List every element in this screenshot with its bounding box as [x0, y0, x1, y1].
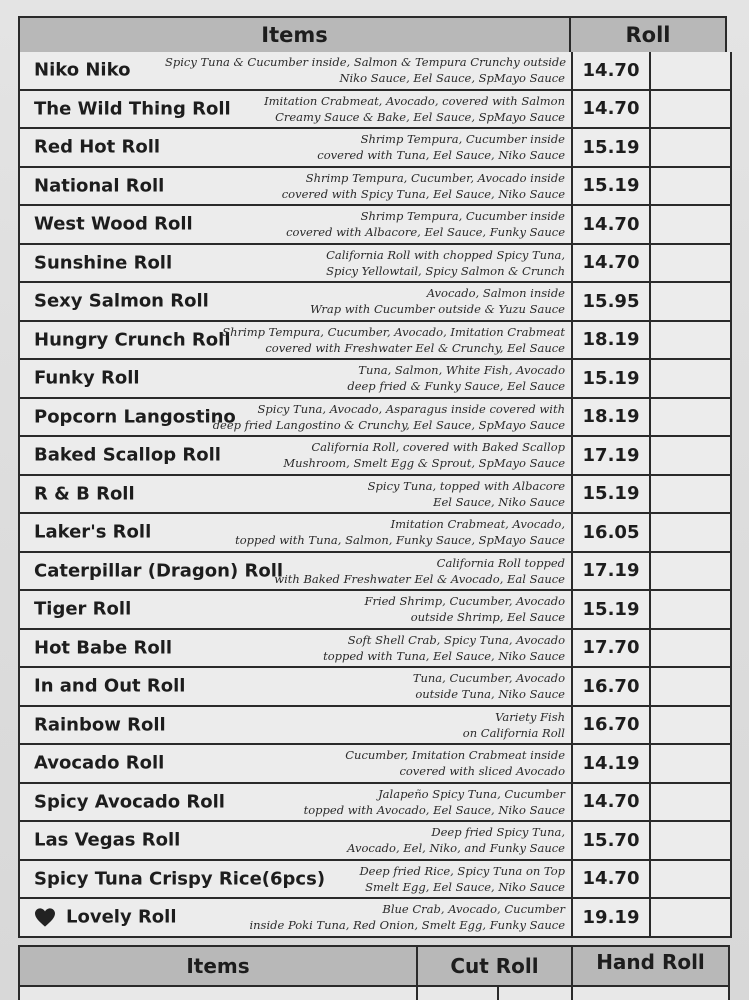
description-line-1: Imitation Crabmeat, Avocado, covered with Salmon [264, 93, 565, 108]
description-line-1: Imitation Crabmeat, Avocado, [390, 517, 565, 531]
description-line-1: Shrimp Tempura, Cucumber, Avocado, Imitation Crabmeat [222, 324, 565, 339]
item-name [34, 714, 166, 735]
roll-price: 14.70 [573, 245, 651, 282]
empty-cell [651, 399, 732, 436]
roll-price: 17.19 [573, 437, 651, 474]
description-line-1: Spicy Tuna & Cucumber inside, Salmon & Tempura Crunchy outside [165, 55, 567, 69]
empty-cell [651, 822, 732, 859]
item-cell [20, 630, 573, 667]
roll-price: 16.70 [573, 707, 651, 744]
description-line-1: California Roll, covered with Baked Scallop [311, 440, 565, 454]
item-description [165, 786, 565, 818]
description-line-1: Avocado, Salmon inside [426, 286, 565, 300]
item-description [165, 439, 565, 471]
item-name-text: Rainbow Roll [34, 714, 166, 736]
item-name-text: Sunshine Roll [34, 252, 173, 274]
hand-roll-header: Hand Roll [596, 950, 705, 974]
item-cell [20, 129, 573, 166]
item-name-text: Funky Roll [34, 367, 140, 389]
item-description [165, 401, 565, 433]
item-description [165, 478, 565, 510]
item-name-text: Avocado Roll [34, 752, 165, 774]
roll-price: 15.70 [573, 822, 651, 859]
description-line-1: Blue Crab, Avocado, Cucumber [382, 902, 565, 916]
item-cell [20, 899, 573, 936]
description-line-2: Niko Sauce, Eel Sauce, SpMayo Sauce [339, 71, 565, 85]
empty-cell [651, 322, 732, 359]
item-name [34, 830, 180, 851]
item-name [34, 137, 160, 158]
item-description [165, 747, 565, 779]
description-line-2: topped with Avocado, Eel Sauce, Niko Sauce [303, 802, 565, 817]
menu-row [20, 899, 732, 938]
description-line-2: Smelt Egg, Eel Sauce, Niko Sauce [365, 879, 565, 894]
item-name [34, 252, 172, 273]
item-name [34, 522, 151, 543]
item-cell [20, 822, 573, 859]
menu-row [20, 630, 732, 669]
description-line-1: Cucumber, Imitation Crabmeat inside [345, 748, 565, 762]
item-description [165, 93, 565, 125]
roll-price: 17.70 [573, 630, 651, 667]
roll-price: 19.19 [573, 899, 651, 936]
item-cell [20, 322, 573, 359]
item-cell [20, 437, 573, 474]
item-description [165, 632, 565, 664]
description-line-1: Spicy Tuna, Avocado, Asparagus inside covered with [257, 401, 565, 416]
description-line-2: covered with Freshwater Eel & Crunchy, Eel Sauce [265, 340, 565, 355]
menu-row [20, 707, 732, 746]
description-line-2: covered with Tuna, Eel Sauce, Niko Sauce [317, 148, 565, 162]
description-line-2: Avocado, Eel, Niko, and Funky Sauce [347, 841, 565, 855]
empty-cell [651, 707, 732, 744]
item-description [165, 324, 565, 356]
item-name [34, 753, 164, 774]
description-line-1: California Roll with chopped Spicy Tuna, [326, 247, 565, 262]
item-cell [20, 360, 573, 397]
empty-cell [651, 168, 732, 205]
item-cell [20, 514, 573, 551]
menu-row [20, 822, 732, 861]
item-name-text: West Wood Roll [34, 213, 193, 235]
item-cell [20, 476, 573, 513]
item-name-text: Lovely Roll [66, 906, 177, 928]
items-column-header: Items [18, 16, 571, 54]
roll-price: 15.19 [573, 168, 651, 205]
description-line-1: Shrimp Tempura, Cucumber, Avocado inside [305, 170, 565, 185]
item-name [34, 368, 140, 389]
description-line-2: on California Roll [462, 725, 565, 740]
menu-row [20, 784, 732, 823]
empty-cell [651, 745, 732, 782]
menu-row [20, 245, 732, 284]
item-name-text: Caterpillar (Dragon) Roll [34, 560, 284, 582]
roll-price: 14.19 [573, 745, 651, 782]
menu-row [20, 360, 732, 399]
description-line-1: Shrimp Tempura, Cucumber inside [360, 209, 565, 223]
item-name-text: Baked Scallop Roll [34, 444, 221, 466]
item-name-text: Sexy Salmon Roll [34, 290, 209, 312]
item-description [165, 285, 565, 317]
item-cell [20, 283, 573, 320]
description-line-1: Spicy Tuna, topped with Albacore [367, 478, 565, 493]
empty-cell [651, 899, 732, 936]
description-line-2: outside Tuna, Niko Sauce [415, 687, 565, 701]
menu-row [20, 129, 732, 168]
item-description [165, 208, 565, 240]
description-line-2: inside Poki Tuna, Red Onion, Smelt Egg, Funky Sauce [249, 918, 565, 932]
description-line-2: deep fried Langostino & Crunchy, Eel Sauce, SpMayo Sauce [212, 417, 565, 432]
item-name-text: The Wild Thing Roll [34, 98, 231, 120]
roll-price: 14.70 [573, 91, 651, 128]
item-description [165, 170, 565, 202]
description-line-2: with Baked Freshwater Eel & Avocado, Eal Sauce [274, 571, 565, 586]
item-description [165, 555, 565, 587]
item-description [165, 247, 565, 279]
item-cell [20, 245, 573, 282]
menu-row [20, 206, 732, 245]
menu-row [20, 91, 732, 130]
empty-cell [651, 91, 732, 128]
item-description [165, 593, 565, 625]
item-name [34, 175, 164, 196]
roll-price: 14.70 [573, 784, 651, 821]
menu-row [20, 514, 732, 553]
item-name-text: Red Hot Roll [34, 136, 161, 158]
item-name-text: Niko Niko [34, 59, 131, 81]
description-line-2: topped with Tuna, Eel Sauce, Niko Sauce [323, 648, 565, 663]
description-line-2: Wrap with Cucumber outside & Yuzu Sauce [310, 302, 565, 316]
empty-cell [651, 52, 732, 89]
menu-row [20, 52, 732, 91]
empty-cell [651, 514, 732, 551]
item-name-text: Tiger Roll [34, 598, 132, 620]
description-line-2: deep fried & Funky Sauce, Eel Sauce [347, 379, 565, 393]
description-line-1: Tuna, Cucumber, Avocado [412, 671, 565, 685]
empty-cell [651, 283, 732, 320]
description-line-2: Creamy Sauce & Bake, Eel Sauce, SpMayo Sauce [275, 109, 565, 124]
roll-price: 14.70 [573, 206, 651, 243]
item-cell [20, 591, 573, 628]
item-description [165, 863, 565, 895]
item-name-text: Hungry Crunch Roll [34, 329, 231, 351]
empty-cell [651, 129, 732, 166]
menu-row [20, 668, 732, 707]
roll-price: 14.70 [573, 861, 651, 898]
roll-price: 15.19 [573, 360, 651, 397]
item-description [165, 54, 565, 86]
description-line-1: Jalapeño Spicy Tuna, Cucumber [378, 786, 565, 801]
menu-row [20, 399, 732, 438]
item-description [165, 709, 565, 741]
item-name-text: Spicy Avocado Roll [34, 791, 225, 813]
menu-row [20, 322, 732, 361]
empty-cell [651, 861, 732, 898]
empty-cell [651, 784, 732, 821]
item-cell [20, 861, 573, 898]
item-cell [20, 399, 573, 436]
description-line-1: Soft Shell Crab, Spicy Tuna, Avocado [347, 632, 565, 647]
item-name-text: Popcorn Langostino [34, 406, 236, 428]
menu-row [20, 437, 732, 476]
menu-row [20, 861, 732, 900]
empty-cell [651, 668, 732, 705]
next-section-strip [18, 987, 730, 1000]
item-cell [20, 206, 573, 243]
item-description [165, 516, 565, 548]
empty-cell [651, 360, 732, 397]
item-name [34, 637, 172, 658]
item-cell [20, 745, 573, 782]
description-line-2: topped with Tuna, Salmon, Funky Sauce, SpMayo Sauce [235, 533, 565, 547]
heart-icon [34, 908, 56, 928]
empty-cell [651, 206, 732, 243]
item-cell [20, 168, 573, 205]
item-cell [20, 553, 573, 590]
description-line-2: covered with Albacore, Eel Sauce, Funky Sauce [286, 225, 565, 239]
item-name-text: Laker's Roll [34, 521, 152, 543]
item-name-text: Las Vegas Roll [34, 829, 181, 851]
description-line-2: Eel Sauce, Niko Sauce [433, 494, 565, 509]
footer-header-row [18, 945, 730, 987]
item-cell [20, 707, 573, 744]
menu-row [20, 553, 732, 592]
description-line-1: California Roll topped [436, 555, 565, 570]
item-name-text: National Roll [34, 175, 165, 197]
item-description [165, 824, 565, 856]
description-line-1: Variety Fish [495, 709, 565, 724]
description-line-2: covered with Spicy Tuna, Eel Sauce, Niko Sauce [281, 186, 565, 201]
empty-cell [651, 245, 732, 282]
description-line-1: Fried Shrimp, Cucumber, Avocado [364, 594, 565, 608]
description-line-2: Spicy Yellowtail, Spicy Salmon & Crunch [326, 263, 565, 278]
item-description [165, 901, 565, 933]
menu-row [20, 591, 732, 630]
item-name [34, 907, 177, 928]
item-description [165, 362, 565, 394]
item-name [34, 676, 185, 697]
item-name [34, 60, 130, 81]
item-cell [20, 784, 573, 821]
item-name-text: Hot Babe Roll [34, 637, 173, 659]
roll-price: 15.19 [573, 476, 651, 513]
item-name [34, 483, 135, 504]
item-cell [20, 52, 573, 89]
menu-row [20, 168, 732, 207]
item-name [34, 599, 131, 620]
item-description [165, 131, 565, 163]
item-cell [20, 91, 573, 128]
item-name-text: In and Out Roll [34, 675, 186, 697]
empty-cell [651, 476, 732, 513]
item-name-text: Spicy Tuna Crispy Rice(6pcs) [34, 868, 326, 890]
menu-row [20, 476, 732, 515]
empty-cell [651, 553, 732, 590]
item-name-text: R & B Roll [34, 483, 135, 505]
menu-table [18, 52, 732, 938]
menu-row [20, 745, 732, 784]
roll-price: 16.05 [573, 514, 651, 551]
empty-cell [651, 591, 732, 628]
roll-price: 15.19 [573, 591, 651, 628]
roll-price: 18.19 [573, 322, 651, 359]
description-line-2: Mushroom, Smelt Egg & Sprout, SpMayo Sauce [283, 456, 565, 470]
roll-price: 18.19 [573, 399, 651, 436]
menu-row [20, 283, 732, 322]
roll-price: 14.70 [573, 52, 651, 89]
description-line-1: Deep fried Spicy Tuna, [431, 825, 565, 839]
description-line-1: Shrimp Tempura, Cucumber inside [360, 132, 565, 146]
description-line-1: Tuna, Salmon, White Fish, Avocado [358, 363, 565, 377]
roll-price: 15.95 [573, 283, 651, 320]
description-line-2: covered with sliced Avocado [399, 764, 565, 778]
empty-cell [651, 437, 732, 474]
description-line-1: Deep fried Rice, Spicy Tuna on Top [359, 863, 565, 878]
cut-roll-header: Cut Roll [418, 947, 573, 985]
footer-items-header: Items [20, 947, 418, 985]
item-description [165, 670, 565, 702]
roll-column-header: Roll [569, 16, 727, 54]
item-cell [20, 668, 573, 705]
description-line-2: outside Shrimp, Eel Sauce [410, 610, 565, 624]
roll-price: 15.19 [573, 129, 651, 166]
empty-cell [651, 630, 732, 667]
roll-price: 17.19 [573, 553, 651, 590]
roll-price: 16.70 [573, 668, 651, 705]
